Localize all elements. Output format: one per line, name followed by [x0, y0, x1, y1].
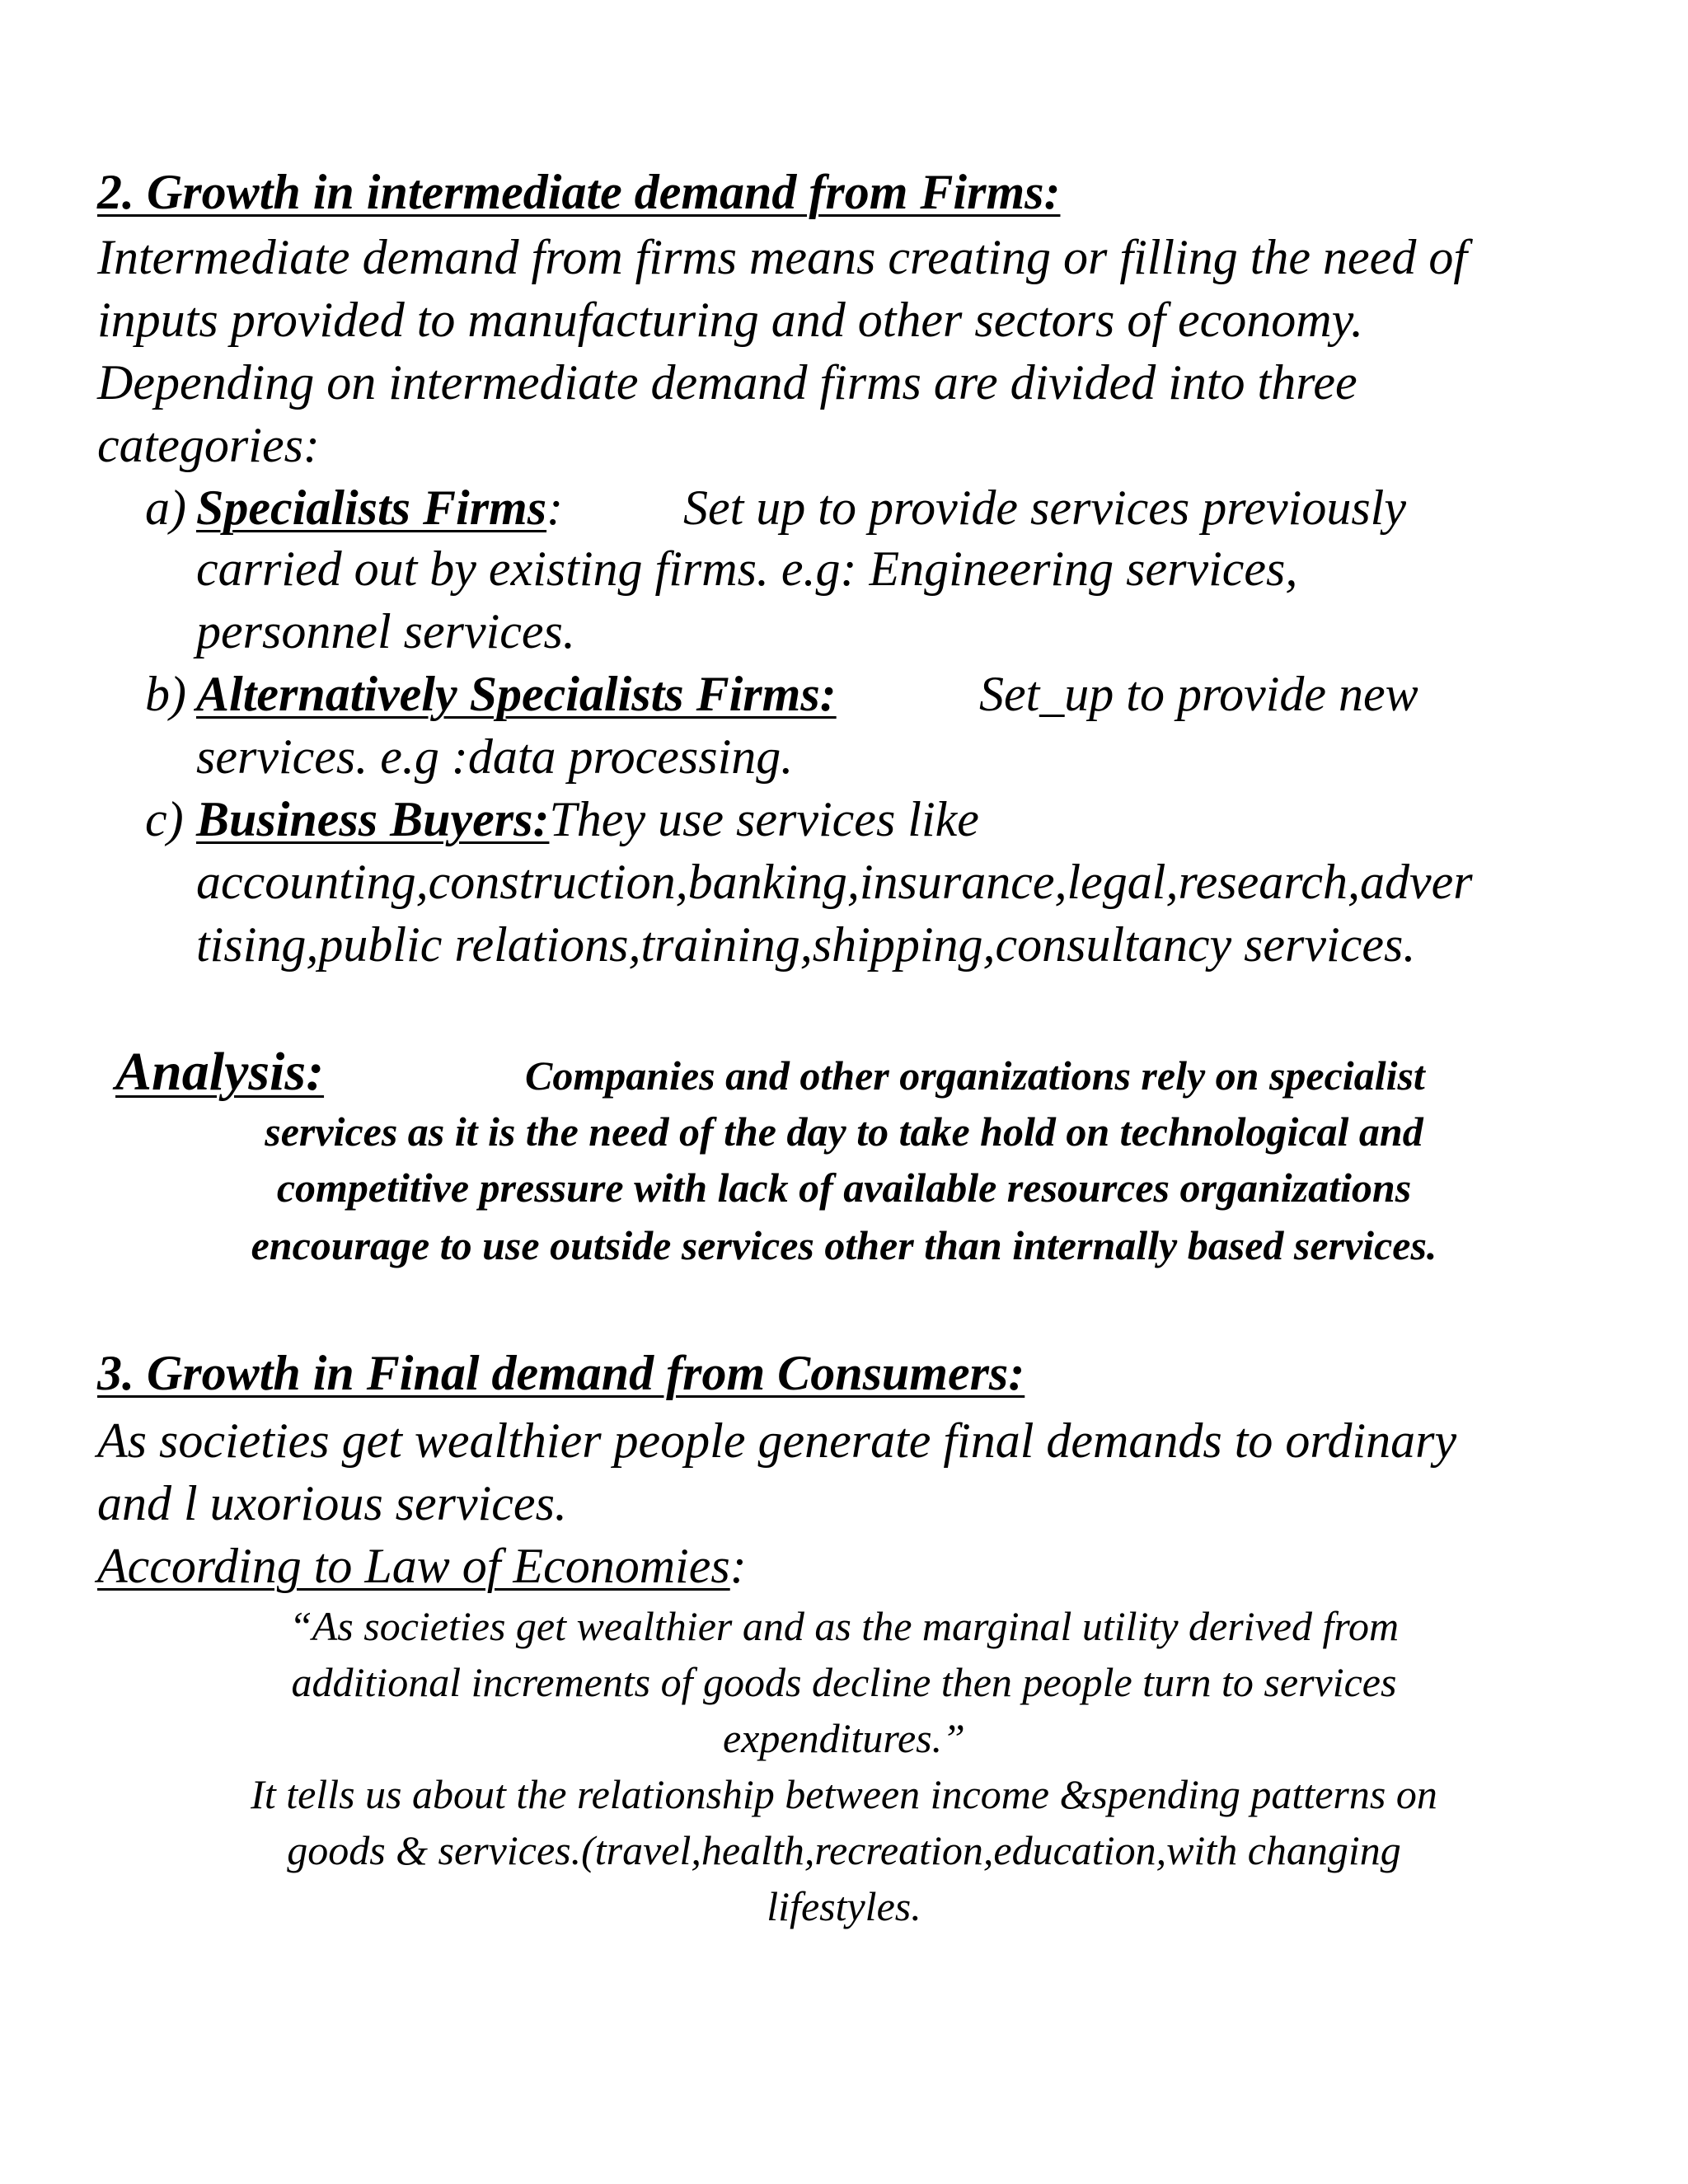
quote-line: additional increments of goods decline then people turn to services [291, 1659, 1397, 1705]
explanation-line: goods & services.(travel,health,recreation,education,with changing [287, 1827, 1401, 1873]
law-label-line [97, 1541, 747, 1591]
section-2-heading: 2. Growth in intermediate demand from Firms: [97, 165, 1061, 219]
section-3-paragraph-line: and l uxorious services. [97, 1476, 567, 1530]
section-2-paragraph-line: Intermediate demand from firms means creating or filling the need of [97, 230, 1467, 284]
section-2-paragraph-line: categories: [97, 418, 320, 472]
analysis-first-line: Companies and other organizations rely on specialist [525, 1052, 1425, 1099]
analysis-line: services as it is the need of the day to take hold on technological and [265, 1108, 1423, 1155]
analysis-label: Analysis: [115, 1042, 325, 1102]
list-marker: b) [145, 667, 186, 721]
list-item-continuation: carried out by existing firms. e.g: Engineering services, [196, 541, 1298, 596]
list-item-a [145, 480, 564, 535]
quote-line: expenditures.” [723, 1715, 965, 1761]
list-item-continuation: services. e.g :data processing. [196, 729, 794, 784]
list-item-continuation: personnel services. [196, 604, 575, 658]
law-label: According to Law of Economies [97, 1539, 730, 1593]
list-item-b [145, 669, 837, 719]
list-item-description: Set up to provide services previously [683, 480, 1406, 535]
list-item-continuation: accounting,construction,banking,insurance,legal,research,adver [196, 855, 1473, 909]
list-marker: c) [145, 792, 184, 846]
list-item-description: Set_up to provide new [979, 667, 1418, 721]
section-2-paragraph-line: inputs provided to manufacturing and other sectors of economy. [97, 293, 1363, 347]
law-label-suffix: : [729, 1539, 747, 1593]
list-term: Specialists Firms [196, 480, 547, 535]
list-item-description: They use services like [549, 792, 979, 846]
section-3-paragraph-line: As societies get wealthier people generate final demands to ordinary [97, 1413, 1457, 1468]
explanation-line: lifestyles. [767, 1883, 921, 1929]
analysis-line: competitive pressure with lack of available resources organizations [276, 1165, 1412, 1211]
list-term: Alternatively Specialists Firms: [196, 667, 837, 721]
quote-line: “As societies get wealthier and as the marginal utility derived from [288, 1603, 1400, 1649]
analysis-line: encourage to use outside services other than internally based services. [251, 1222, 1437, 1268]
section-3-heading: 3. Growth in Final demand from Consumers: [97, 1346, 1025, 1400]
list-item-c [145, 794, 979, 844]
explanation-line: It tells us about the relationship between income &spending patterns on [251, 1771, 1437, 1817]
list-term-suffix: : [546, 480, 564, 535]
section-2-paragraph-line: Depending on intermediate demand firms are divided into three [97, 355, 1357, 410]
list-term: Business Buyers: [196, 792, 550, 846]
list-item-continuation: tising,public relations,training,shipping,consultancy services. [196, 917, 1416, 972]
list-marker: a) [145, 480, 186, 535]
